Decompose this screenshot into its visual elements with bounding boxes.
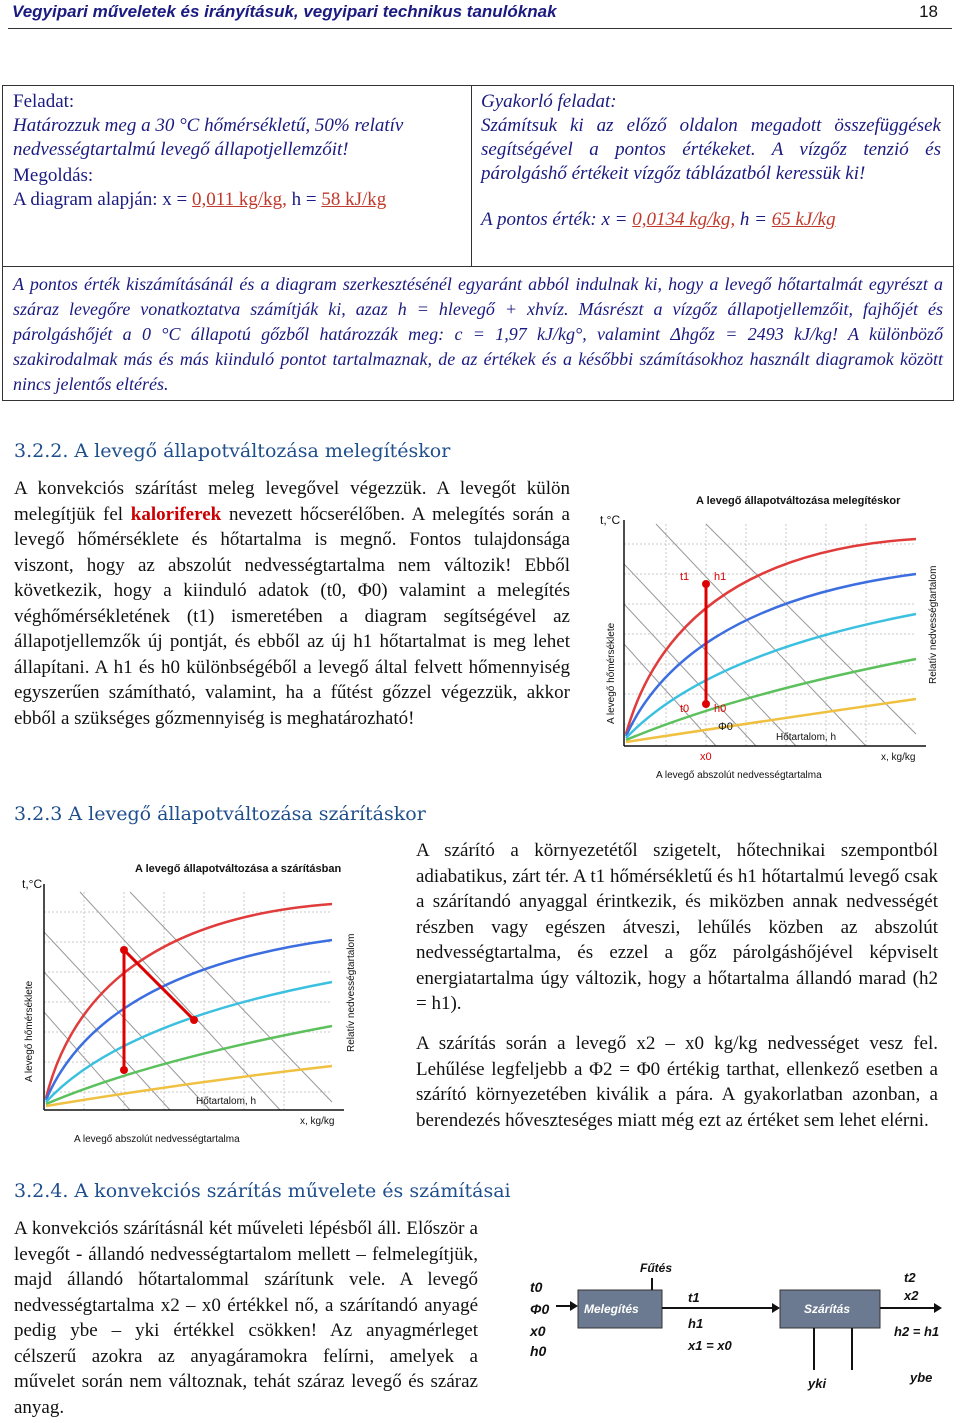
heating-paragraph [14, 476, 570, 731]
y-be-label: ybe [910, 1370, 933, 1385]
heating-y-label: A levegő hőmérséklete [606, 622, 617, 724]
process-diagram [522, 1258, 954, 1408]
heating-diagram-title: A levegő állapotváltozása melegítéskor [696, 495, 901, 507]
exact-h: 65 kJ/kg [771, 209, 836, 230]
drying-y-label: A levegő hőmérséklete [24, 980, 35, 1082]
output-x2: x2 [904, 1288, 919, 1303]
heating-h-label: Hőtartalom, h [776, 732, 837, 743]
task-label: Feladat: [13, 91, 75, 112]
drying-diagram-title: A levegő állapotváltozása a szárításban [135, 863, 342, 875]
mid-arrow-head [772, 1303, 780, 1313]
heating-text-b: nevezett hőcserélőben. A melegítés során a levegő hőmérséklete és hőtartalma is megnő. Fontos tulajdonsága viszont, hogy az abszolút nedvességtartalma nem változik! Ebből következik, hogy a kiinduló adatok (t0, Φ0) valamint a melegítés véghőmérsékletének (t1) ismeretében a diagram segítségével az állapotjellemzők új pontját, és ebből az új h1 hőtartalmat is meg lehet állapítani. A h1 és h0 különbségéből a levegő által felvett hőmennyiség egyszerűen számítható, valamint, ha a fűtést gőzzel végezzük, akkor ebből a szükséges gőzmennyiség is meghatározható! [14, 503, 570, 729]
solution-label: Megoldás: [13, 165, 94, 186]
heating-label-phi0: Φ0 [718, 721, 733, 733]
heating-y-axis: t,°C [600, 513, 621, 527]
output-t2: t2 [904, 1270, 916, 1285]
drying-point-2 [190, 1016, 198, 1024]
output-arrow-head [934, 1303, 942, 1313]
mid-t1: t1 [688, 1290, 700, 1305]
heating-text-a: A konvekciós szárítást meleg levegővel végezzük. A levegőt külön melegítjük fel [14, 478, 570, 525]
drying-point-1 [120, 946, 128, 954]
drying-paragraph-2: A szárítás során a levegő x2 – x0 kg/kg nedvességet vesz fel. Lehűlése legfeljebb a Φ2 = Φ0 értékig tarthat, ellenkező esetben a szárító környezetében kiválik a pára. A gyakorlatban azonban, a berendezés hőveszteséges miatt még ezt az értéket sem lehet elérni. [416, 1033, 938, 1131]
drying-x-axis: x, kg/kg [300, 1116, 335, 1127]
heating-point-t1 [702, 580, 710, 588]
heating-label-t0: t0 [680, 703, 690, 715]
exact-h-prefix: h = [735, 209, 772, 230]
y-ki-label: yki [808, 1376, 827, 1391]
task-box [2, 85, 954, 401]
box-divider-horizontal [3, 266, 953, 267]
drying-y-axis: t,°C [22, 877, 43, 891]
box-bottom-text: A pontos érték kiszámításánál és a diagram szerkesztésénél egyaránt abból indulnak ki, hogy a levegő hőtartalmát egyrészt a száraz levegőre vonatkoztatva számítják ki, azaz h = hlevegő + xhvíz. Másrészt a vízgőz állapotjellemzőit, fajhőjét és párolgáshőjét a 0 °C állapotú gőzből határozzák meg: c = 1,97 kJ/kg°, valamint Δhgőz = 2493 kJ/kg! A különböző szakirodalmak más és más kiinduló pontot tartalmaznak, de az értékek és a későbbi számításokhoz használt diagramok között nincs jelentős eltérés. [13, 274, 943, 394]
heating-label-x0: x0 [700, 751, 712, 763]
page-header [8, 0, 952, 29]
solution-prefix: A diagram alapján: x = [13, 189, 193, 210]
heating-diagram [596, 484, 956, 784]
heating-x-label: A levegő abszolút nedvességtartalma [656, 770, 822, 781]
section-heading-convective: 3.2.4. A konvekciós szárítás művelete és számításai [14, 1180, 511, 1202]
practice-text: Számítsuk ki az előző oldalon megadott összefüggések segítségével a pontos értékeket. A vízgőz tenzió és párolgáshő értékeit vízgőz táblázatból keressük ki! [481, 115, 941, 184]
input-phi0: Φ0 [530, 1301, 550, 1317]
exact-x: 0,0134 kg/kg, [632, 209, 736, 230]
heater-label: Melegítés [584, 1302, 639, 1316]
input-h0: h0 [530, 1343, 547, 1359]
input-x0: x0 [530, 1323, 546, 1339]
box-divider-vertical [471, 86, 472, 266]
heating-label-t1: t1 [680, 571, 690, 583]
heating-point-t0 [702, 700, 710, 708]
task-left [13, 90, 461, 212]
task-text: Határozzuk meg a 30 °C hőmérsékletű, 50% relatív nedvességtartalmú levegő állapotjellemzőit! [13, 115, 404, 160]
drying-diagram [10, 842, 374, 1148]
mid-x1: x1 = x0 [688, 1338, 732, 1353]
input-arrow-head [570, 1301, 578, 1311]
heating-label: Fűtés [640, 1261, 673, 1275]
heating-text-highlight: kaloriferek [130, 503, 222, 525]
solution-line [13, 188, 461, 212]
heating-label-h0: h0 [714, 703, 727, 715]
drying-point-0 [120, 1066, 128, 1074]
dryer-label: Szárítás [804, 1302, 851, 1316]
solution-x: 0,011 kg/kg, [192, 189, 287, 210]
section-heading-heating: 3.2.2. A levegő állapotváltozása melegítéskor [14, 440, 451, 462]
input-t0: t0 [530, 1279, 543, 1295]
drying-paragraph-1: A szárító a környezetétől szigetelt, hőtechnikai szempontból adiabatikus, zárt tér. A t1 hőmérsékletű és h1 hőtartalmú levegő csak a szárítandó anyaggal érintkezik, és miközben annak nedvességét részben vagy egészen átveszi, lehűlés közben az abszolút nedvességtartalma, és ezzel a gőz párolgáshőjével képviselt energiatartalma úgy változik, hogy a hőtartalma állandó marad (h2 = h1). [416, 840, 938, 1014]
heating-label-h1: h1 [714, 571, 727, 583]
mid-h1: h1 [688, 1316, 704, 1331]
heating-x-axis: x, kg/kg [881, 752, 916, 763]
practice-right [481, 90, 941, 232]
exact-line [481, 208, 941, 232]
page-number: 18 [919, 2, 938, 21]
solution-h-prefix: h = [286, 189, 322, 210]
exact-prefix: A pontos érték: x = [481, 209, 633, 230]
drying-x-label: A levegő abszolút nedvességtartalma [74, 1134, 240, 1145]
section-heading-drying: 3.2.3 A levegő állapotváltozása szárításkor [14, 803, 426, 825]
header-title: Vegyipari műveletek és irányításuk, vegyipari technikus tanulóknak [12, 2, 557, 21]
solution-h: 58 kJ/kg [321, 189, 387, 210]
drying-h-label: Hőtartalom, h [196, 1096, 257, 1107]
drying-rh-label: Relatív nedvességtartalom [346, 933, 357, 1052]
heating-rh-label: Relatív nedvességtartalom [928, 565, 939, 684]
practice-label: Gyakorló feladat: [481, 91, 617, 112]
convective-paragraph: A konvekciós szárításnál két műveleti lépésből áll. Először a levegőt - állandó nedvességtartalom mellett – felmelegítjük, majd állandó hőtartalommal szárítunk vele. A levegő nedvességtartalma x2 – x0 értékkel nő, a szárítandó anyagé pedig ybe – yki értékkel csökken! Az anyagmérleget célszerű azokra az anyagáramokra felírni, amelyek a művelet során nem változnak, tehát száraz levegő és száraz anyag. [14, 1218, 478, 1418]
output-h2: h2 = h1 [894, 1324, 940, 1339]
